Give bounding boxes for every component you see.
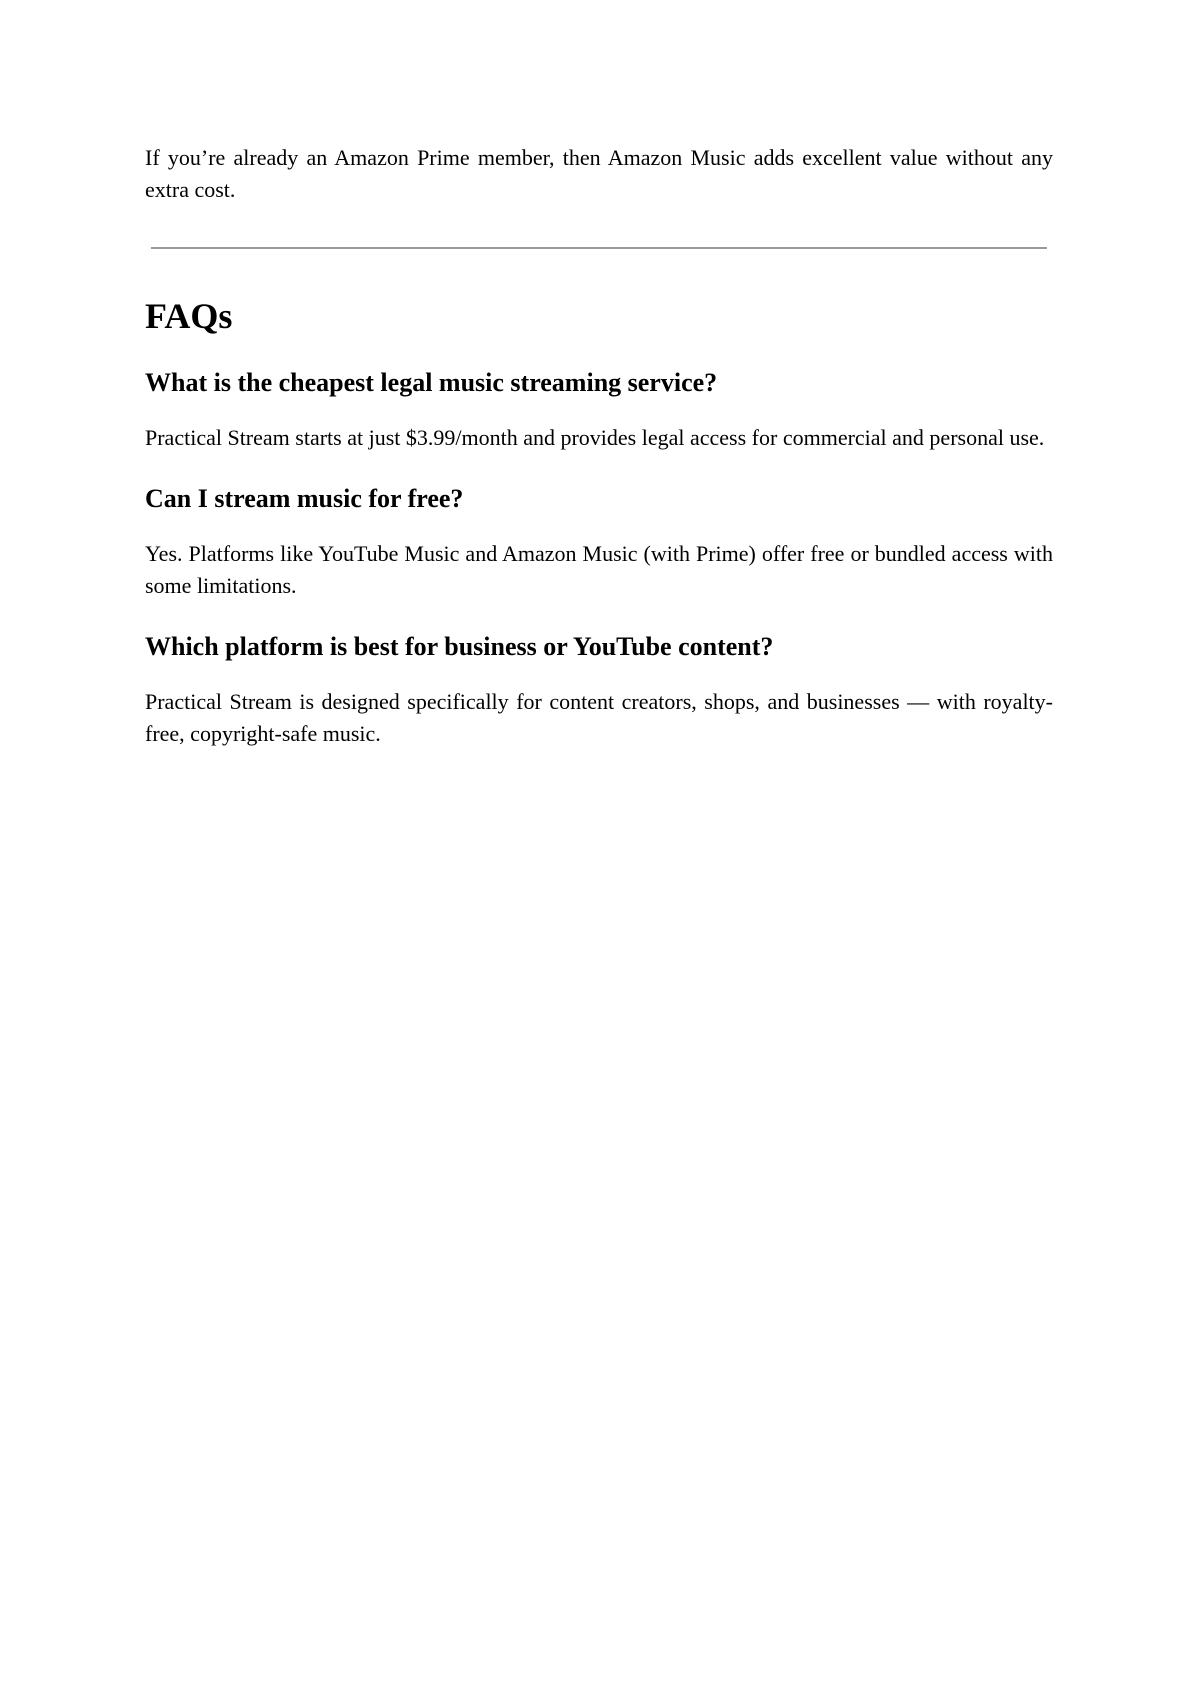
- faq-answer: Yes. Platforms like YouTube Music and Amazon Music (with Prime) offer free or bundled access with some limitations.: [145, 541, 1053, 598]
- faq-item: [145, 630, 1053, 750]
- faq-heading: FAQs: [145, 296, 233, 336]
- faq-item: [145, 482, 1053, 602]
- faq-answer: Practical Stream starts at just $3.99/month and provides legal access for commercial and personal use.: [145, 425, 1045, 450]
- faq-question: Can I stream music for free?: [145, 484, 464, 513]
- page-content: [145, 142, 1053, 750]
- section-divider: [151, 247, 1047, 249]
- faq-question: Which platform is best for business or YouTube content?: [145, 632, 774, 661]
- faq-answer: Practical Stream is designed specifically for content creators, shops, and businesses — with royalty-free, copyright-safe music.: [145, 689, 1053, 746]
- faq-question: What is the cheapest legal music streaming service?: [145, 368, 718, 397]
- faq-item: [145, 366, 1053, 454]
- intro-paragraph: If you’re already an Amazon Prime member, then Amazon Music adds excellent value without any extra cost.: [145, 145, 1053, 202]
